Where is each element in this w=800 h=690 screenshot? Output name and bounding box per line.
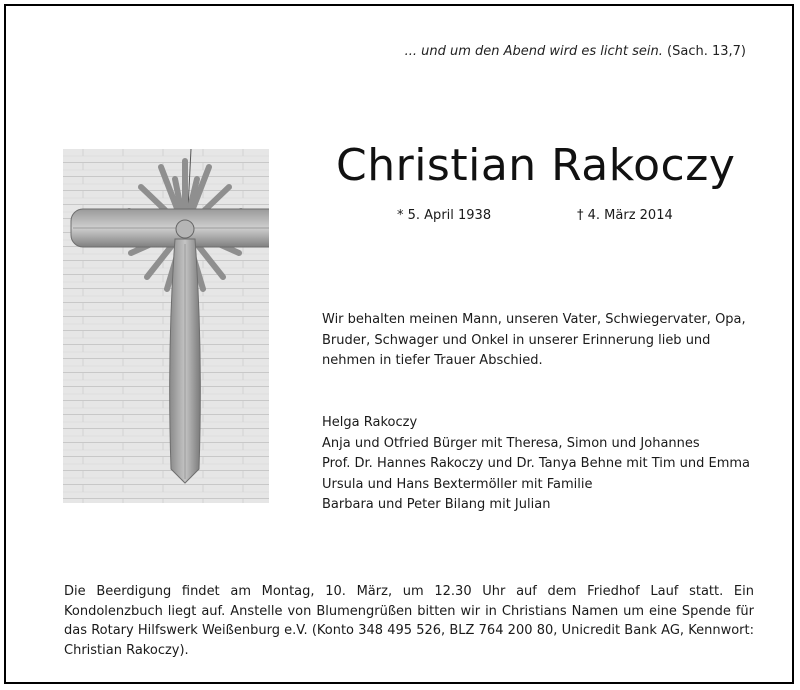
cross-photo — [63, 149, 269, 503]
mourner-line: Barbara und Peter Bilang mit Julian — [322, 497, 551, 512]
bible-quote — [405, 44, 746, 59]
quote-reference: (Sach. 13,7) — [667, 44, 746, 59]
mourner-line: Anja und Otfried Bürger mit Theresa, Simon und Johannes — [322, 435, 700, 451]
funeral-notice: Die Beerdigung findet am Montag, 10. März, um 12.30 Uhr auf dem Friedhof Lauf statt. Ein Kondolenzbuch liegt auf. Anstelle von Blumengrüßen bitten wir in Christians Namen um eine Spende für das Rotary Hilfswerk Weißenburg e.V. (Konto 348 495 526, BLZ 764 200 80, Unicredit Bank AG, Kennwort: Christian Rakoczy). — [64, 584, 754, 658]
quote-text: ... und um den Abend wird es licht sein. — [404, 44, 663, 59]
mourner-line: Prof. Dr. Hannes Rakoczy und Dr. Tanya Behne mit Tim und Emma — [322, 456, 751, 471]
obituary-frame — [4, 4, 794, 684]
death-date: † 4. März 2014 — [577, 208, 673, 223]
deceased-name: Christian Rakoczy — [336, 140, 736, 191]
birth-date: * 5. April 1938 — [397, 208, 492, 223]
farewell-text — [322, 310, 752, 372]
cross-image — [63, 149, 269, 503]
mourner-line: Ursula und Hans Bextermöller mit Familie — [322, 476, 593, 492]
mourner-line: Helga Rakoczy — [322, 415, 418, 430]
farewell-paragraph: Wir behalten meinen Mann, unseren Vater, Schwiegervater, Opa, Bruder, Schwager und Onkel in unserer Erinnerung lieb und nehmen in tiefer Trauer Abschied. — [322, 312, 746, 368]
mourners-list — [322, 413, 752, 516]
